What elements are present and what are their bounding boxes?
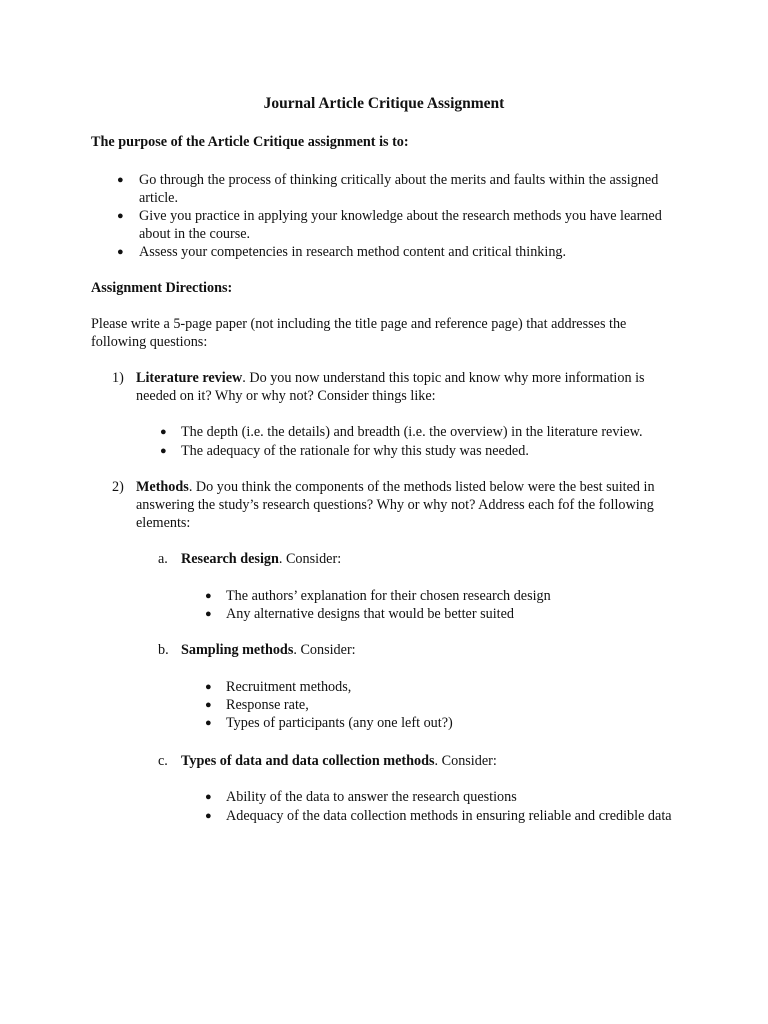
purpose-item-3: Assess your competencies in research method content and critical thinking. [139,244,567,260]
bullet-icon: ● [205,810,212,822]
bullet-icon: ● [117,210,124,222]
list-item: The authors’ explanation for their chosen research design [226,588,551,604]
list-item: Types of participants (any one left out?) [226,715,453,731]
list-item: Response rate, [226,697,309,713]
question-literature-review [136,369,684,405]
bullet-icon: ● [117,174,124,186]
bullet-icon: ● [205,681,212,693]
question-text: . Do you now understand this topic and know why more information is needed on it? Why or why not? Consider things like: [136,370,645,404]
purpose-item-2: Give you practice in applying your knowledge about the research methods you have learned about in the course. [139,208,662,242]
sub-letter: a. [158,551,168,567]
list-item: Adequacy of the data collection methods in ensuring reliable and credible data [226,808,672,824]
directions-intro: Please write a 5-page paper (not including the title page and reference page) that addresses the following questions: [91,316,627,350]
directions-heading: Assignment Directions: [91,280,233,296]
question-number: 1) [112,370,124,386]
bullet-icon: ● [205,717,212,729]
question-methods [136,478,681,532]
sub-research-design [181,550,341,568]
question-number: 2) [112,479,124,495]
bullet-icon: ● [205,608,212,620]
sub-suffix: . Consider: [293,642,356,658]
list-item: Any alternative designs that would be better suited [226,606,515,622]
question-text: . Do you think the components of the methods listed below were the best suited in answering the study’s research questions? Why or why not? Address each fof the following elements: [136,479,655,531]
sub-letter: c. [158,753,168,769]
sub-letter: b. [158,642,169,658]
list-item: The depth (i.e. the details) and breadth (i.e. the overview) in the literature review. [181,424,643,440]
sub-title: Types of data and data collection methods [181,753,435,769]
sub-data-collection [181,752,497,770]
purpose-heading: The purpose of the Article Critique assignment is to: [91,134,409,150]
question-title: Methods [136,479,189,495]
list-item: The adequacy of the rationale for why this study was needed. [181,443,529,459]
sub-sampling-methods [181,641,356,659]
page-title: Journal Article Critique Assignment [263,95,505,112]
list-item: Ability of the data to answer the research questions [226,789,517,805]
list-item: Recruitment methods, [226,679,352,695]
sub-suffix: . Consider: [278,551,342,567]
bullet-icon: ● [205,590,212,602]
bullet-icon: ● [117,246,124,258]
bullet-icon: ● [205,791,212,803]
bullet-icon: ● [205,699,212,711]
sub-title: Sampling methods [181,642,294,658]
purpose-item-1: Go through the process of thinking critically about the merits and faults within the assigned article. [139,172,659,206]
sub-suffix: . Consider: [434,753,497,769]
question-title: Literature review [136,370,243,386]
sub-title: Research design [181,551,279,567]
bullet-icon: ● [160,445,167,457]
bullet-icon: ● [160,426,167,438]
